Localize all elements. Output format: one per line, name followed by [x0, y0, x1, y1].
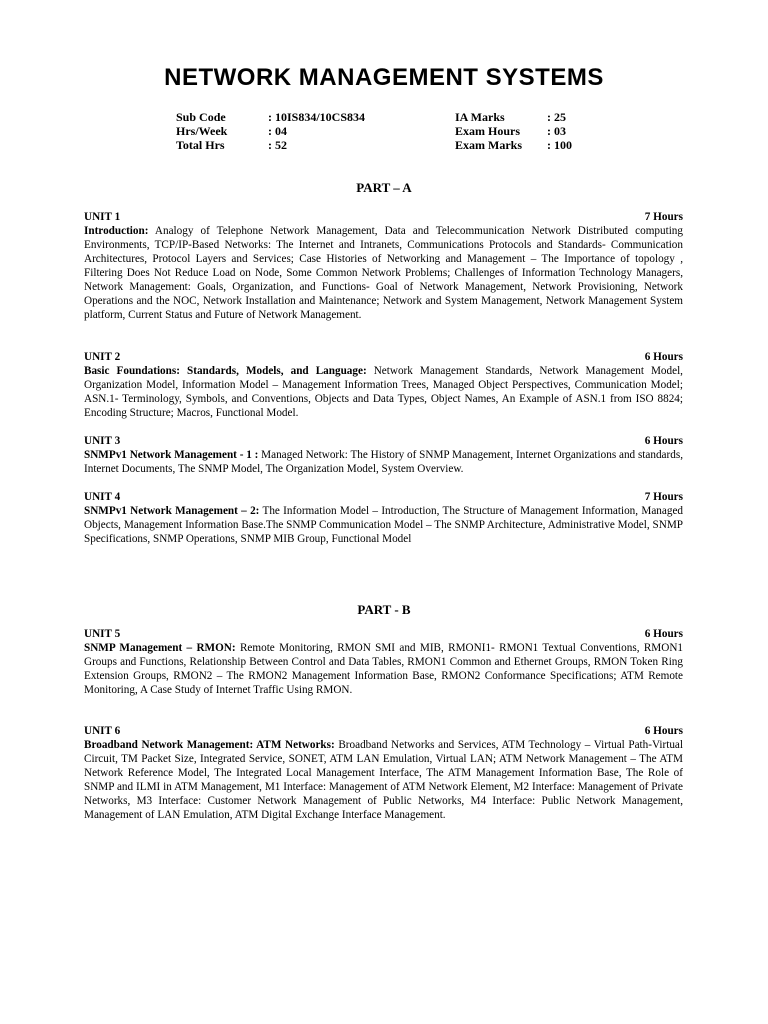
unit-text: The Information Model – Introduction, The Structure of Management Information, Managed Objects, Management Information Base.The SNMP Communication Model – The SNMP Architecture, Administrative Model, SNMP Specifications, SNMP Operations, SNMP MIB Group, Functional Model: [84, 505, 683, 545]
meta-value: : 03: [547, 124, 566, 138]
meta-row-hrs-week: [176, 124, 365, 138]
document-title: NETWORK MANAGEMENT SYSTEMS: [164, 64, 604, 91]
meta-value: : 52: [268, 138, 287, 152]
unit-hours: 7 Hours: [644, 211, 683, 223]
unit-header: [84, 490, 683, 504]
unit-hours: 6 Hours: [644, 725, 683, 737]
meta-row-ia-marks: [455, 110, 572, 124]
unit-text: Analogy of Telephone Network Management, Data and Telecommunication Network Distributed computing Environments, TCP/IP-Based Networks: The Internet and Intranets, Communications Protocols and Standards- Communication Architectures, Protocol Layers and Services; Case Histories of Networking and Management – The Importance of topology , Filtering Does Not Reduce Load on Node, Some Common Network Problems; Challenges of Information Technology Managers, Network Management: Goals, Organization, and Functions- Goal of Network Management, Network Provisioning, Network Operations and the NOC, Network Installation and Maintenance; Network and System Management, Network Management System platform, Current Status and Future of Network Management.: [84, 225, 683, 321]
unit-description: [84, 224, 683, 322]
unit-header: [84, 724, 683, 738]
unit-description: [84, 641, 683, 697]
course-meta-left: [176, 110, 365, 152]
unit-4: [84, 490, 683, 546]
meta-row-total-hrs: [176, 138, 365, 152]
part-a-heading: PART – A: [356, 180, 412, 195]
meta-value: : 100: [547, 138, 572, 152]
unit-5: [84, 627, 683, 697]
meta-value: : 10IS834/10CS834: [268, 110, 366, 124]
meta-row-exam-hours: [455, 124, 572, 138]
unit-hours: 6 Hours: [644, 628, 683, 640]
meta-row-exam-marks: [455, 138, 572, 152]
unit-topic: Introduction:: [84, 225, 149, 237]
unit-3: [84, 434, 683, 476]
unit-text: Managed Network: The History of SNMP Management, Internet Organizations and standards, Internet Documents, The SNMP Model, The Organization Model, System Overview.: [84, 449, 683, 475]
unit-topic: Broadband Network Management: ATM Networks:: [84, 739, 335, 751]
unit-header: [84, 350, 683, 364]
unit-header: [84, 434, 683, 448]
unit-description: [84, 738, 683, 822]
unit-name: UNIT 6: [84, 725, 121, 737]
unit-name: UNIT 3: [84, 435, 121, 447]
meta-label: Hrs/Week: [176, 124, 228, 138]
meta-row-sub-code: [176, 110, 365, 124]
course-meta-right: [455, 110, 572, 152]
unit-topic: SNMPv1 Network Management - 1 :: [84, 449, 259, 461]
unit-description: [84, 448, 683, 476]
part-b-heading: PART - B: [357, 602, 411, 617]
unit-topic: SNMP Management – RMON:: [84, 642, 236, 654]
unit-2: [84, 350, 683, 420]
unit-hours: 6 Hours: [644, 435, 683, 447]
unit-hours: 7 Hours: [644, 491, 683, 503]
unit-1: [84, 210, 683, 322]
unit-topic: Basic Foundations: Standards, Models, and Language:: [84, 365, 367, 377]
unit-name: UNIT 4: [84, 491, 121, 503]
unit-header: [84, 210, 683, 224]
unit-hours: 6 Hours: [644, 351, 683, 363]
unit-topic: SNMPv1 Network Management – 2:: [84, 505, 260, 517]
meta-label: IA Marks: [455, 110, 505, 124]
unit-name: UNIT 1: [84, 211, 121, 223]
unit-name: UNIT 5: [84, 628, 121, 640]
unit-description: [84, 364, 683, 420]
meta-label: Exam Marks: [455, 138, 522, 152]
meta-label: Exam Hours: [455, 124, 521, 138]
meta-value: : 04: [268, 124, 287, 138]
meta-label: Sub Code: [176, 110, 226, 124]
unit-text: Network Management Standards, Network Management Model, Organization Model, Information Model – Management Information Trees, Managed Object Perspectives, Communication Model; ASN.1- Terminology, Symbols, and Conventions, Objects and Data Types, Object Names, An Example of ASN.1 from ISO 8824; Encoding Structure; Macros, Functional Model.: [84, 365, 683, 419]
meta-label: Total Hrs: [176, 138, 225, 152]
unit-text: Broadband Networks and Services, ATM Technology – Virtual Path-Virtual Circuit, TM Packet Size, Integrated Service, SONET, ATM LAN Emulation, Virtual LAN; ATM Network Management – The ATM Network Reference Model, The Integrated Local Management Interface, The ATM Management Information Base, The Role of SNMP and ILMI in ATM Management, M1 Interface: Management of ATM Network Element, M2 Interface: Management of Private Networks, M3 Interface: Customer Network Management of Public Networks, M4 Interface: Public Network Management, Management of LAN Emulation, ATM Digital Exchange Interface Management.: [84, 739, 683, 821]
unit-6: [84, 724, 683, 822]
unit-description: [84, 504, 683, 546]
unit-text: Remote Monitoring, RMON SMI and MIB, RMONI1- RMON1 Textual Conventions, RMON1 Groups and Functions, Relationship Between Control and Data Tables, RMON1 Common and Ethernet Groups, RMON Token Ring Extension Groups, RMON2 – The RMON2 Management Information Base, RMON2 Conformance Specifications; ATM Remote Monitoring, A Case Study of Internet Traffic Using RMON.: [84, 642, 684, 696]
unit-header: [84, 627, 683, 641]
meta-value: : 25: [547, 110, 566, 124]
unit-name: UNIT 2: [84, 351, 121, 363]
